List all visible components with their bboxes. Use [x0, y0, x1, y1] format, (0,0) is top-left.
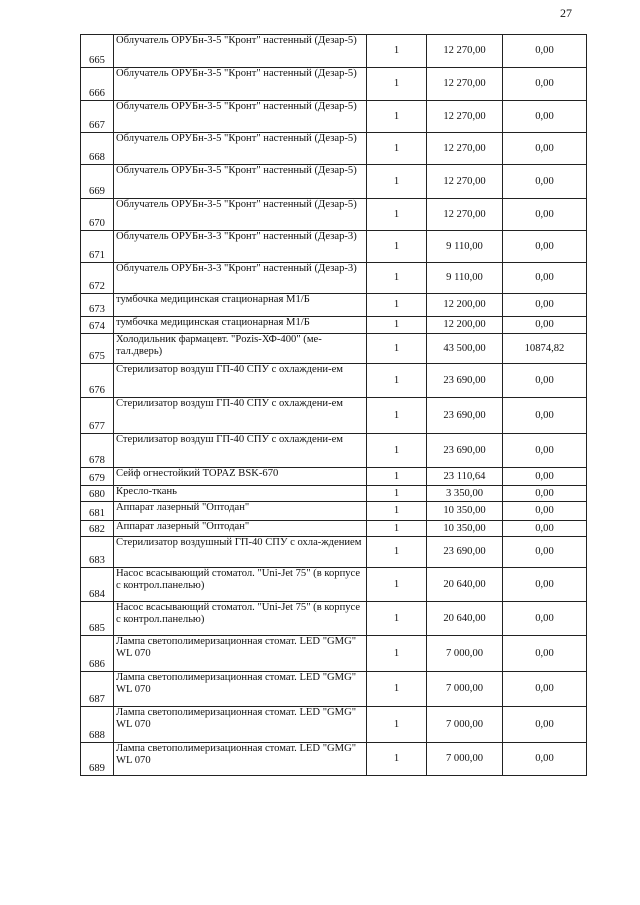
table-row — [81, 434, 587, 468]
item-price: 12 270,00 — [427, 101, 503, 133]
item-name: Лампа светополимеризационная стомат. LED "GMG" WL 070 — [114, 707, 367, 743]
table-row — [81, 743, 587, 776]
table-row — [81, 468, 587, 486]
item-price: 23 690,00 — [427, 364, 503, 398]
item-quantity: 1 — [367, 199, 427, 231]
item-name: Сейф огнестойкий TOPAZ BSK-670 — [114, 468, 367, 486]
item-price: 12 270,00 — [427, 35, 503, 68]
row-number: 679 — [81, 468, 114, 486]
item-name: Стерилизатор воздуш ГП-40 СПУ с охлаждени-ем — [114, 434, 367, 468]
item-quantity: 1 — [367, 231, 427, 263]
table-row — [81, 521, 587, 537]
item-price: 12 200,00 — [427, 317, 503, 334]
table-row — [81, 672, 587, 707]
item-residual-value: 0,00 — [503, 486, 587, 502]
item-quantity: 1 — [367, 537, 427, 568]
row-number: 683 — [81, 537, 114, 568]
item-price: 23 690,00 — [427, 434, 503, 468]
item-name: Кресло-ткань — [114, 486, 367, 502]
item-quantity: 1 — [367, 364, 427, 398]
item-residual-value: 0,00 — [503, 263, 587, 294]
item-name: Насос всасывающий стоматол. "Uni-Jet 75" (в корпусе с контрол.панелью) — [114, 568, 367, 602]
item-quantity: 1 — [367, 521, 427, 537]
item-name: тумбочка медицинская стационарная М1/Б — [114, 317, 367, 334]
row-number: 668 — [81, 133, 114, 165]
item-residual-value: 0,00 — [503, 68, 587, 101]
row-number: 667 — [81, 101, 114, 133]
item-residual-value: 0,00 — [503, 133, 587, 165]
row-number: 681 — [81, 502, 114, 521]
row-number: 676 — [81, 364, 114, 398]
table-row — [81, 707, 587, 743]
item-residual-value: 0,00 — [503, 636, 587, 672]
row-number: 672 — [81, 263, 114, 294]
item-price: 12 270,00 — [427, 68, 503, 101]
item-residual-value: 0,00 — [503, 602, 587, 636]
item-price: 12 270,00 — [427, 165, 503, 199]
item-price: 43 500,00 — [427, 334, 503, 364]
item-name: Аппарат лазерный "Оптодан" — [114, 502, 367, 521]
item-price: 7 000,00 — [427, 707, 503, 743]
item-name: Холодильник фармацевт. "Pozis-ХФ-400" (ме-тал.дверь) — [114, 334, 367, 364]
item-name: Аппарат лазерный "Оптодан" — [114, 521, 367, 537]
item-price: 12 200,00 — [427, 294, 503, 317]
item-quantity: 1 — [367, 602, 427, 636]
item-residual-value: 0,00 — [503, 35, 587, 68]
item-quantity: 1 — [367, 568, 427, 602]
table-row — [81, 602, 587, 636]
item-residual-value: 0,00 — [503, 231, 587, 263]
item-name: Облучатель ОРУБн-3-5 "Кронт" настенный (Дезар-5) — [114, 101, 367, 133]
item-name: Стерилизатор воздушный ГП-40 СПУ с охла-ждением — [114, 537, 367, 568]
item-price: 20 640,00 — [427, 602, 503, 636]
row-number: 685 — [81, 602, 114, 636]
item-price: 23 690,00 — [427, 537, 503, 568]
table-row — [81, 364, 587, 398]
item-quantity: 1 — [367, 263, 427, 294]
item-price: 12 270,00 — [427, 133, 503, 165]
item-quantity: 1 — [367, 636, 427, 672]
item-quantity: 1 — [367, 35, 427, 68]
item-name: Лампа светополимеризационная стомат. LED "GMG" WL 070 — [114, 636, 367, 672]
item-price: 23 690,00 — [427, 398, 503, 434]
item-residual-value: 0,00 — [503, 364, 587, 398]
row-number: 677 — [81, 398, 114, 434]
item-quantity: 1 — [367, 398, 427, 434]
table-row — [81, 398, 587, 434]
table-row — [81, 133, 587, 165]
row-number: 665 — [81, 35, 114, 68]
row-number: 678 — [81, 434, 114, 468]
row-number: 689 — [81, 743, 114, 776]
item-name: Насос всасывающий стоматол. "Uni-Jet 75" (в корпусе с контрол.панелью) — [114, 602, 367, 636]
table-row — [81, 537, 587, 568]
table-row — [81, 294, 587, 317]
item-price: 20 640,00 — [427, 568, 503, 602]
table-row — [81, 35, 587, 68]
item-name: Облучатель ОРУБн-3-3 "Кронт" настенный (Дезар-3) — [114, 231, 367, 263]
row-number: 680 — [81, 486, 114, 502]
item-residual-value: 0,00 — [503, 165, 587, 199]
item-quantity: 1 — [367, 133, 427, 165]
item-price: 9 110,00 — [427, 263, 503, 294]
row-number: 666 — [81, 68, 114, 101]
item-residual-value: 0,00 — [503, 101, 587, 133]
item-quantity: 1 — [367, 434, 427, 468]
item-residual-value: 0,00 — [503, 294, 587, 317]
item-name: Облучатель ОРУБн-3-5 "Кронт" настенный (Дезар-5) — [114, 133, 367, 165]
row-number: 671 — [81, 231, 114, 263]
row-number: 674 — [81, 317, 114, 334]
table-row — [81, 101, 587, 133]
item-price: 3 350,00 — [427, 486, 503, 502]
item-residual-value: 0,00 — [503, 743, 587, 776]
table-row — [81, 502, 587, 521]
row-number: 675 — [81, 334, 114, 364]
row-number: 686 — [81, 636, 114, 672]
row-number: 673 — [81, 294, 114, 317]
table-row — [81, 165, 587, 199]
item-quantity: 1 — [367, 502, 427, 521]
table-row — [81, 334, 587, 364]
item-residual-value: 0,00 — [503, 537, 587, 568]
item-quantity: 1 — [367, 486, 427, 502]
item-residual-value: 0,00 — [503, 568, 587, 602]
item-residual-value: 0,00 — [503, 317, 587, 334]
item-residual-value: 0,00 — [503, 398, 587, 434]
item-name: Облучатель ОРУБн-3-5 "Кронт" настенный (Дезар-5) — [114, 199, 367, 231]
row-number: 688 — [81, 707, 114, 743]
item-quantity: 1 — [367, 707, 427, 743]
item-price: 12 270,00 — [427, 199, 503, 231]
row-number: 670 — [81, 199, 114, 231]
item-quantity: 1 — [367, 68, 427, 101]
item-price: 7 000,00 — [427, 743, 503, 776]
inventory-table-body — [81, 35, 587, 776]
item-quantity: 1 — [367, 294, 427, 317]
row-number: 669 — [81, 165, 114, 199]
item-price: 7 000,00 — [427, 636, 503, 672]
item-residual-value: 0,00 — [503, 434, 587, 468]
item-name: тумбочка медицинская стационарная М1/Б — [114, 294, 367, 317]
item-quantity: 1 — [367, 672, 427, 707]
table-row — [81, 317, 587, 334]
table-row — [81, 68, 587, 101]
item-quantity: 1 — [367, 101, 427, 133]
page-number: 27 — [560, 6, 572, 20]
item-price: 10 350,00 — [427, 521, 503, 537]
item-price: 9 110,00 — [427, 231, 503, 263]
item-price: 10 350,00 — [427, 502, 503, 521]
row-number: 687 — [81, 672, 114, 707]
item-quantity: 1 — [367, 468, 427, 486]
item-price: 7 000,00 — [427, 672, 503, 707]
row-number: 682 — [81, 521, 114, 537]
item-name: Стерилизатор воздуш ГП-40 СПУ с охлаждени-ем — [114, 398, 367, 434]
item-name: Лампа светополимеризационная стомат. LED "GMG" WL 070 — [114, 743, 367, 776]
item-quantity: 1 — [367, 334, 427, 364]
table-row — [81, 636, 587, 672]
table-row — [81, 263, 587, 294]
inventory-table — [80, 34, 587, 776]
item-residual-value: 0,00 — [503, 468, 587, 486]
item-residual-value: 0,00 — [503, 199, 587, 231]
item-quantity: 1 — [367, 743, 427, 776]
table-row — [81, 486, 587, 502]
item-residual-value: 0,00 — [503, 521, 587, 537]
item-price: 23 110,64 — [427, 468, 503, 486]
item-name: Облучатель ОРУБн-3-5 "Кронт" настенный (Дезар-5) — [114, 35, 367, 68]
item-residual-value: 0,00 — [503, 672, 587, 707]
table-row — [81, 199, 587, 231]
item-residual-value: 0,00 — [503, 707, 587, 743]
item-residual-value: 10874,82 — [503, 334, 587, 364]
item-quantity: 1 — [367, 165, 427, 199]
item-name: Лампа светополимеризационная стомат. LED "GMG" WL 070 — [114, 672, 367, 707]
item-residual-value: 0,00 — [503, 502, 587, 521]
item-quantity: 1 — [367, 317, 427, 334]
item-name: Облучатель ОРУБн-3-5 "Кронт" настенный (Дезар-5) — [114, 68, 367, 101]
table-row — [81, 568, 587, 602]
row-number: 684 — [81, 568, 114, 602]
item-name: Стерилизатор воздуш ГП-40 СПУ с охлаждени-ем — [114, 364, 367, 398]
item-name: Облучатель ОРУБн-3-5 "Кронт" настенный (Дезар-5) — [114, 165, 367, 199]
table-row — [81, 231, 587, 263]
item-name: Облучатель ОРУБн-3-3 "Кронт" настенный (Дезар-3) — [114, 263, 367, 294]
